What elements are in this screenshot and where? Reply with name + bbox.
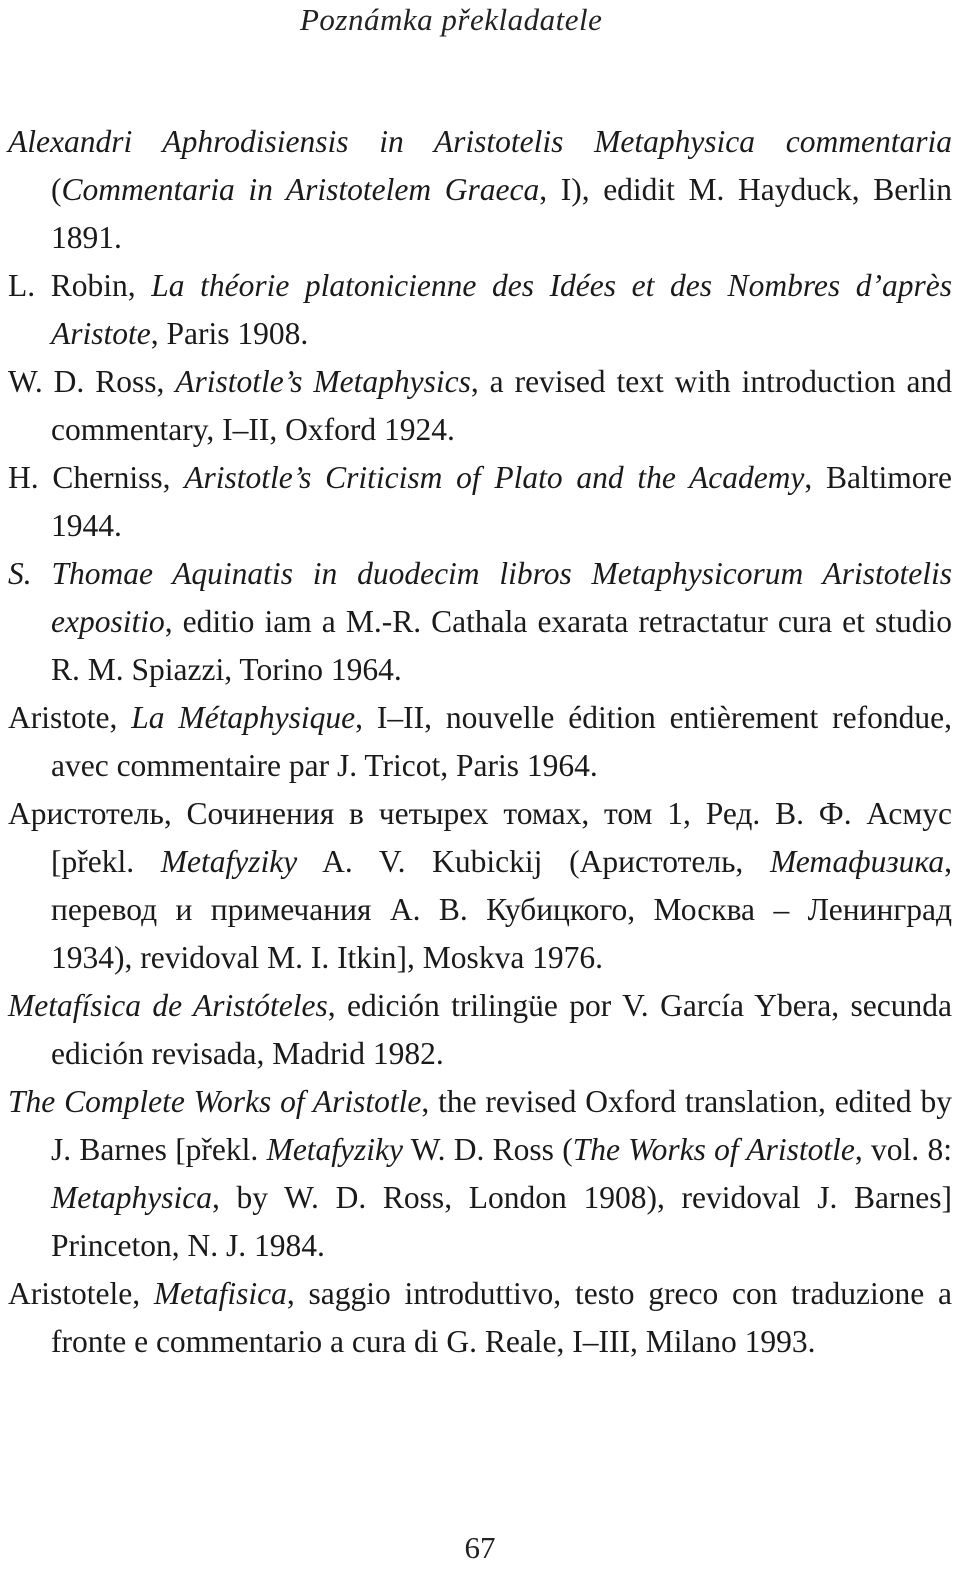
entry-text: L. Robin, (8, 268, 152, 303)
entry-text: H. Cherniss, (8, 460, 185, 495)
entry-italic-text: The Works of Aristotle (572, 1132, 855, 1167)
entry-text: Aristotele, (8, 1276, 154, 1311)
bibliography-entry (8, 118, 952, 262)
running-title: Poznámka překladatele (300, 2, 603, 37)
entry-text: , edición trilingüe por V. García Ybera, secunda edición revisada, Madrid 1982. (51, 988, 952, 1071)
page-number: 67 (464, 1530, 496, 1565)
entry-text: , Paris 1908. (150, 316, 309, 351)
entry-italic-text: Metafyziky (160, 844, 298, 879)
bibliography-entry (8, 550, 952, 694)
entry-text: Aristote, (8, 700, 132, 735)
bibliography-entry (8, 790, 952, 982)
bibliography-entry (8, 1078, 952, 1270)
entry-text: Аристотель, Сочинения в четырех томах, том 1, Ред. В. Ф. Асмус [překl. (8, 796, 952, 879)
bibliography-entry (8, 454, 952, 550)
entry-text: , a revised text with introduction and commentary, I–II, Oxford 1924. (51, 364, 952, 447)
entry-text: , I–II, nouvelle édition entièrement refondue, avec commentaire par J. Tricot, Paris 1964. (51, 700, 952, 783)
entry-text: , by W. D. Ross, London 1908), revidoval J. Barnes] Princeton, N. J. 1984. (51, 1180, 952, 1263)
entry-text: , перевод и примечания А. В. Кубицкого, Москва – Ленинград 1934), revidoval M. I. Itkin], Moskva 1976. (51, 844, 952, 975)
entry-italic-text: Metaphysica (51, 1180, 212, 1215)
bibliography-entry (8, 982, 952, 1078)
entry-text: , I), edidit M. Hayduck, Berlin 1891. (51, 172, 952, 255)
entry-italic-text: Metafisica (153, 1276, 287, 1311)
entry-text: , the revised Oxford translation, edited by J. Barnes [překl. (51, 1084, 953, 1167)
entry-text: , vol. 8: (854, 1132, 952, 1167)
entry-italic-text: The Complete Works of Aristotle (8, 1084, 422, 1119)
entry-text: , saggio introduttivo, testo greco con traduzione a fronte e commentario a cura di G. Reale, I–III, Milano 1993. (51, 1276, 952, 1359)
entry-italic-text: La théorie platonicienne des Idées et des Nombres d’après Aristote (51, 268, 952, 351)
entry-text: W. D. Ross ( (403, 1132, 573, 1167)
entry-text: , editio iam a M.-R. Cathala exarata retractatur cura et studio R. M. Spiazzi, Torino 1964. (51, 604, 952, 687)
bibliography-entry (8, 694, 952, 790)
entry-italic-text: Commentaria in Aristotelem Graeca (61, 172, 540, 207)
entry-text: A. V. Kubickij (Аристотель, (297, 844, 771, 879)
entry-text: , Baltimore 1944. (51, 460, 952, 543)
bibliography-list (8, 118, 952, 1366)
entry-italic-text: Metafyziky (266, 1132, 404, 1167)
bibliography-entry (8, 262, 952, 358)
entry-italic-text: La Métaphysique (131, 700, 356, 735)
entry-text: W. D. Ross, (8, 364, 176, 399)
entry-italic-text: Metafísica de Aristóteles (8, 988, 328, 1023)
entry-italic-text: Aristotle’s Criticism of Plato and the Academy (184, 460, 805, 495)
entry-italic-text: Метафизика (770, 844, 945, 879)
entry-italic-text: Alexandri Aphrodisiensis in Aristotelis Metaphysica commentaria (8, 124, 952, 159)
entry-italic-text: Aristotle’s Metaphysics (175, 364, 471, 399)
entry-italic-text: S. Thomae Aquinatis in duodecim libros Metaphysicorum Aristotelis expositio (8, 556, 952, 639)
entry-text: ( (51, 172, 62, 207)
bibliography-entry (8, 358, 952, 454)
bibliography-entry (8, 1270, 952, 1366)
